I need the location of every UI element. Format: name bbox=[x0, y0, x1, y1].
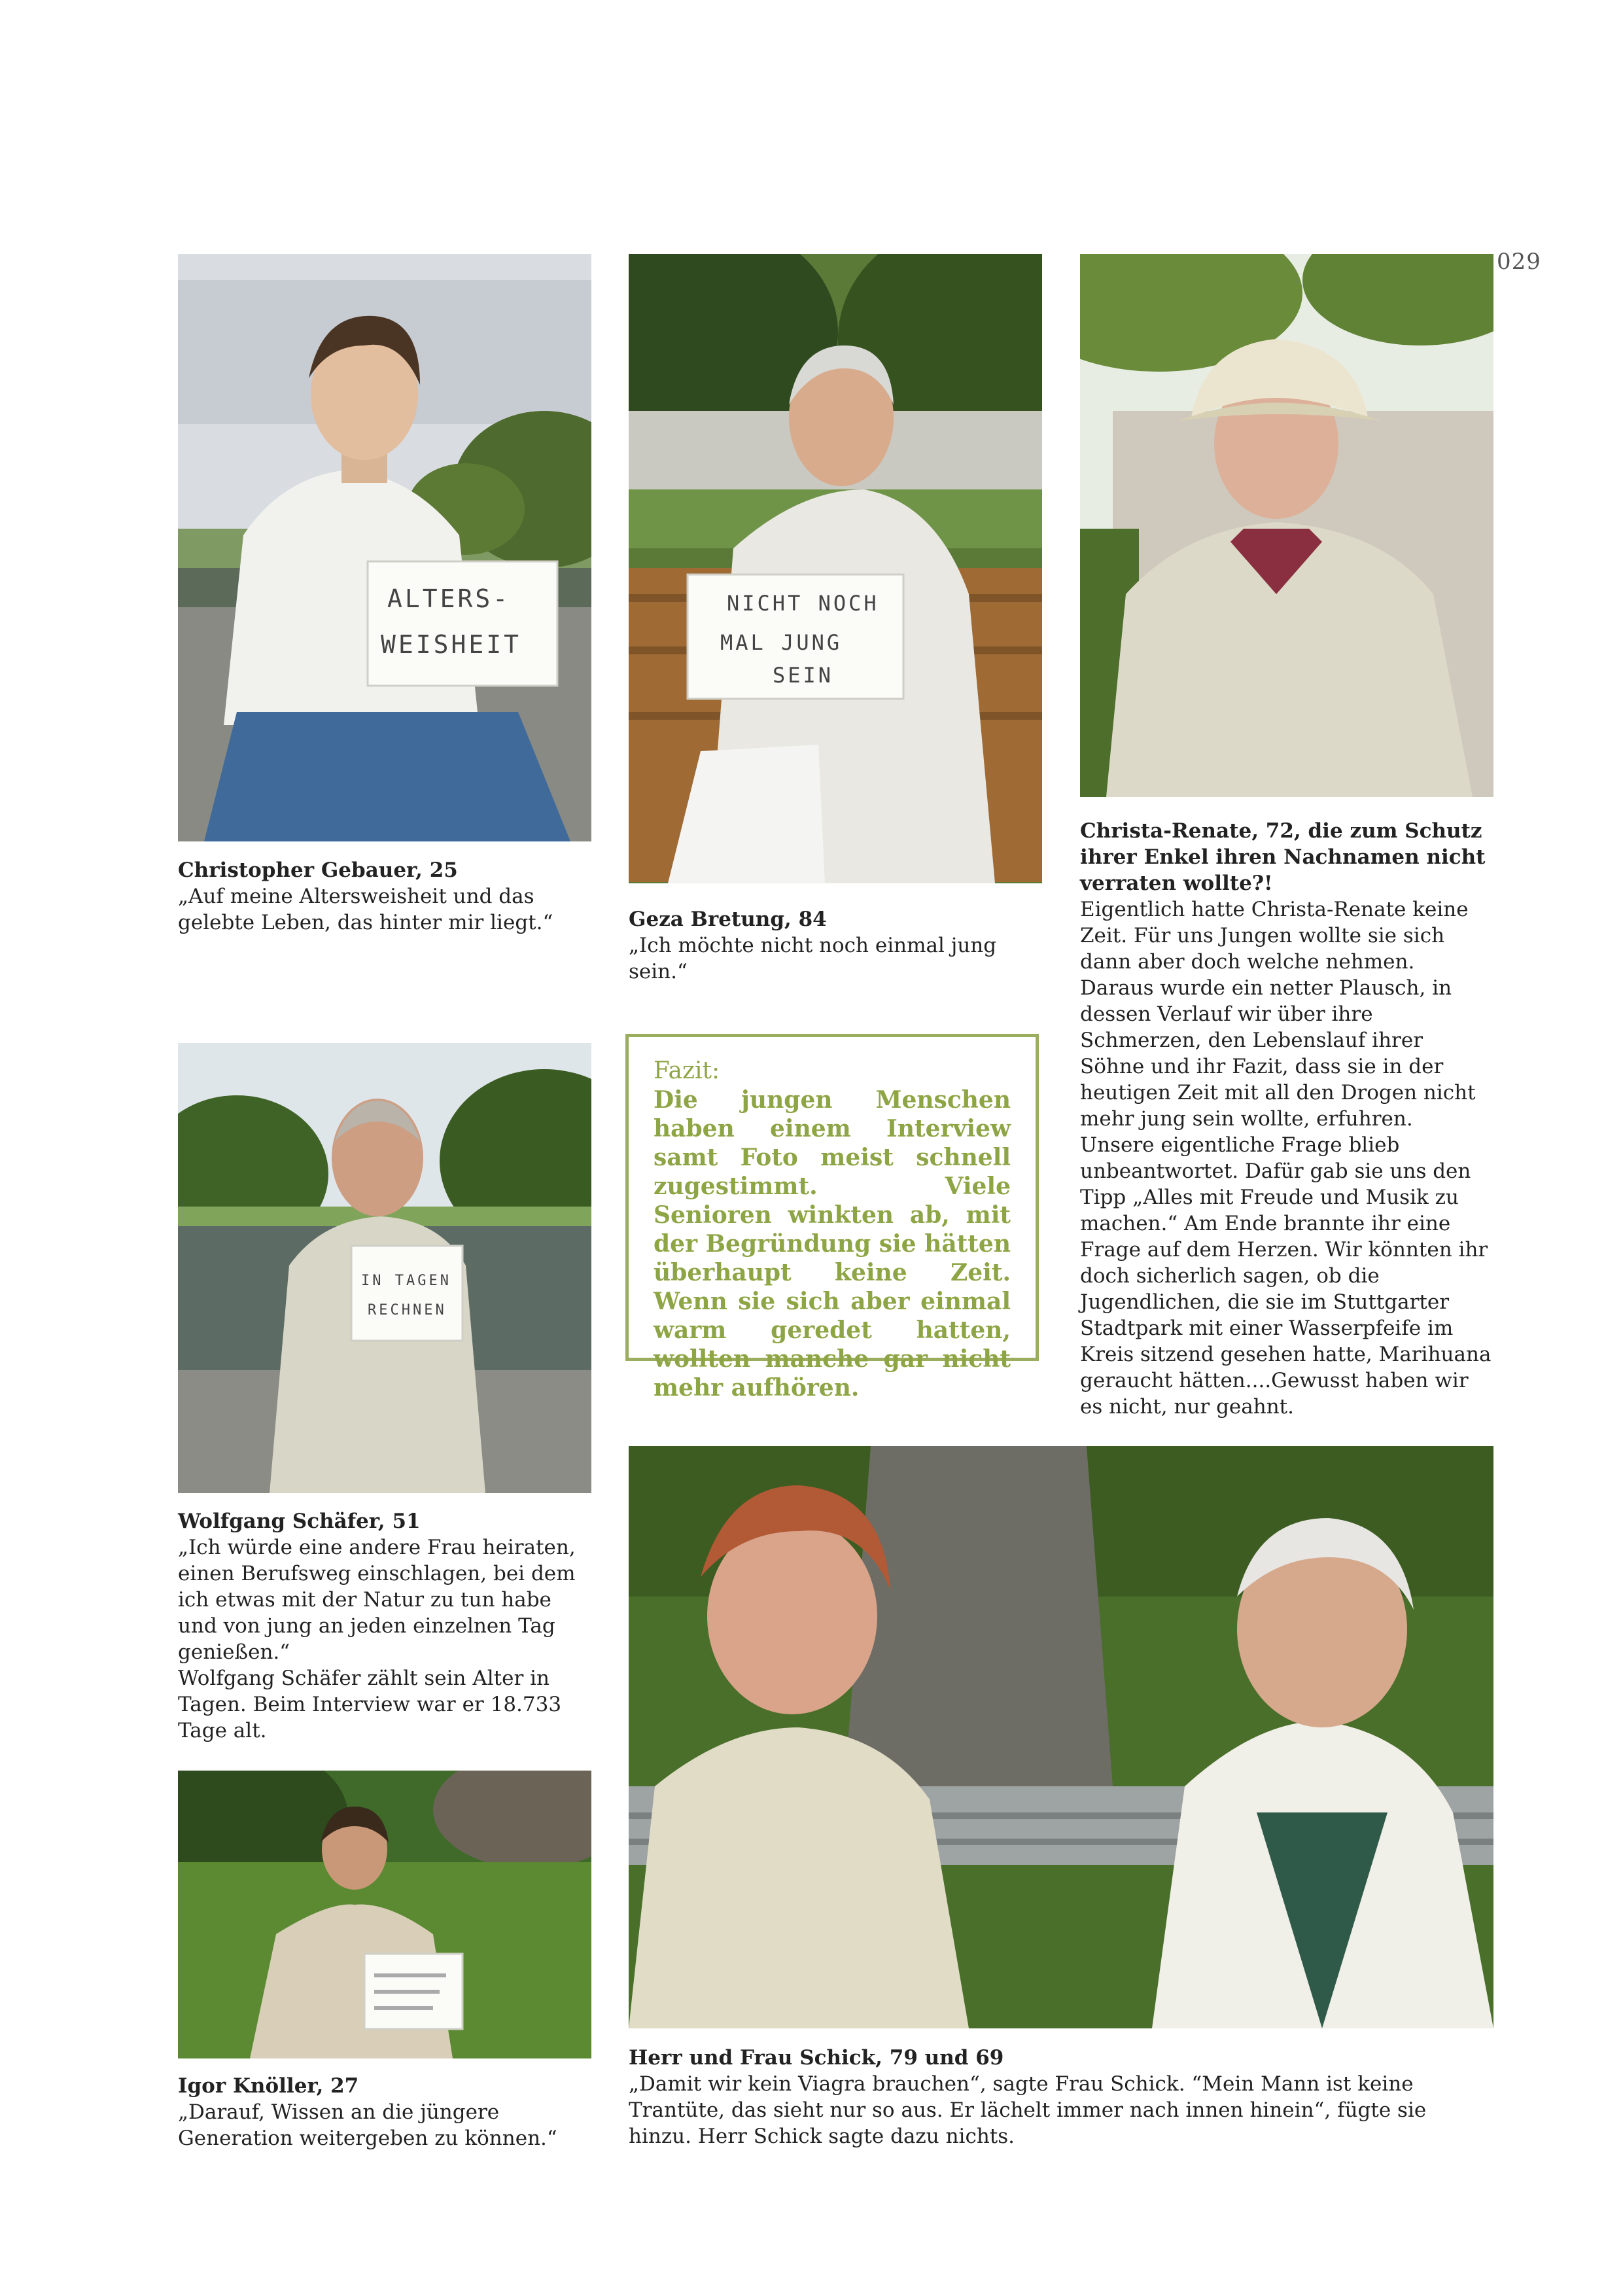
caption-schick bbox=[629, 2045, 1493, 2149]
person-name: Christopher Gebauer, 25 bbox=[178, 858, 458, 882]
photo-wolfgang bbox=[178, 1043, 591, 1493]
sign-geza-line2: MAL JUNG bbox=[720, 630, 843, 655]
person-name: Wolfgang Schäfer, 51 bbox=[178, 1510, 421, 1533]
page-number: 029 bbox=[1497, 249, 1541, 275]
photo-igor bbox=[178, 1771, 591, 2058]
sign-christopher-line1: ALTERS- bbox=[387, 584, 511, 613]
photo-christa bbox=[1080, 254, 1493, 797]
photo-geza-illustration bbox=[629, 254, 1042, 883]
caption-christa bbox=[1080, 818, 1493, 1420]
person-name: Igor Knöller, 27 bbox=[178, 2074, 359, 2098]
person-quote: „Auf meine Altersweisheit und das gelebte Leben, das hinter mir liegt.“ bbox=[178, 885, 553, 934]
sign-geza-line3: SEIN bbox=[773, 663, 834, 688]
sign-wolfgang-line1: IN TAGEN bbox=[361, 1273, 451, 1289]
photo-christa-illustration bbox=[1080, 254, 1493, 797]
person-name: Herr und Frau Schick, 79 und 69 bbox=[629, 2046, 1004, 2070]
fazit-title: Fazit: bbox=[654, 1057, 720, 1084]
sign-wolfgang-line2: RECHNEN bbox=[368, 1302, 447, 1318]
photo-schick-illustration bbox=[629, 1446, 1493, 2028]
person-name: Geza Bretung, 84 bbox=[629, 908, 827, 931]
caption-christopher bbox=[178, 857, 591, 936]
person-quote: Eigentlich hatte Christa-Renate keine Zeit. Für uns Jungen wollte sie sich dann aber doch welche nehmen. Daraus wurde ein netter Plausch, in dessen Verlauf wir über ihre Schmerzen, den Lebenslauf ihrer Söhne und ihr Fazit, dass sie in der heutigen Zeit mit all den Drogen nicht mehr jung sein wollte, erfuhren. Unsere eigentliche Frage blieb unbeantwortet. Dafür gab sie uns den Tipp „Alles mit Freude und Musik zu machen.“ Am Ende brannte ihr eine Frage auf dem Herzen. Wir könnten ihr doch sicherlich sagen, ob die Jugendlichen, die sie im Stuttgarter Stadtpark mit einer Wasserpfeife im Kreis sitzend gesehen hatte, Marihuana geraucht hätten....Gewusst haben wir es nicht, nur geahnt. bbox=[1080, 898, 1492, 1419]
person-extra: Wolfgang Schäfer zählt sein Alter in Tagen. Beim Interview war er 18.733 Tage alt. bbox=[178, 1667, 562, 1742]
sign-christopher-line2: WEISHEIT bbox=[381, 630, 522, 659]
person-quote: „Darauf, Wissen an die jüngere Generation weitergeben zu können.“ bbox=[178, 2100, 557, 2150]
fazit-text: Die jungen Menschen haben einem Interview samt Foto meist schnell zugestimmt. Viele Senioren winkten ab, mit der Begründung sie hätten überhaupt keine Zeit. Wenn sie sich aber einmal warm geredet hatten, wollten manche gar nicht mehr aufhören. bbox=[654, 1086, 1011, 1402]
sign-geza-line1: NICHT NOCH bbox=[727, 591, 879, 616]
person-quote: „Ich möchte nicht noch einmal jung sein.“ bbox=[629, 934, 997, 983]
photo-geza bbox=[629, 254, 1042, 883]
photo-christopher bbox=[178, 254, 591, 841]
fazit-box bbox=[625, 1034, 1039, 1402]
person-quote: „Ich würde eine andere Frau heiraten, einen Berufsweg einschlagen, bei dem ich etwas mit der Natur zu tun habe und von jung an jeden einzelnen Tag genießen.“ bbox=[178, 1536, 576, 1664]
photo-wolfgang-illustration bbox=[178, 1043, 591, 1493]
caption-wolfgang bbox=[178, 1508, 591, 1744]
person-name: Christa-Renate, 72, die zum Schutz ihrer Enkel ihren Nachnamen nicht verraten wollte?! bbox=[1080, 819, 1486, 895]
caption-geza bbox=[629, 906, 1042, 985]
photo-igor-illustration bbox=[178, 1771, 591, 2058]
caption-igor bbox=[178, 2073, 591, 2151]
photo-schick bbox=[629, 1446, 1493, 2028]
person-quote: „Damit wir kein Viagra brauchen“, sagte Frau Schick. “Mein Mann ist keine Trantüte, das sieht nur so aus. Er lächelt immer nach innen hinein“, fügte sie hinzu. Herr Schick sagte dazu nichts. bbox=[629, 2072, 1427, 2148]
photo-christopher-illustration bbox=[178, 254, 591, 841]
